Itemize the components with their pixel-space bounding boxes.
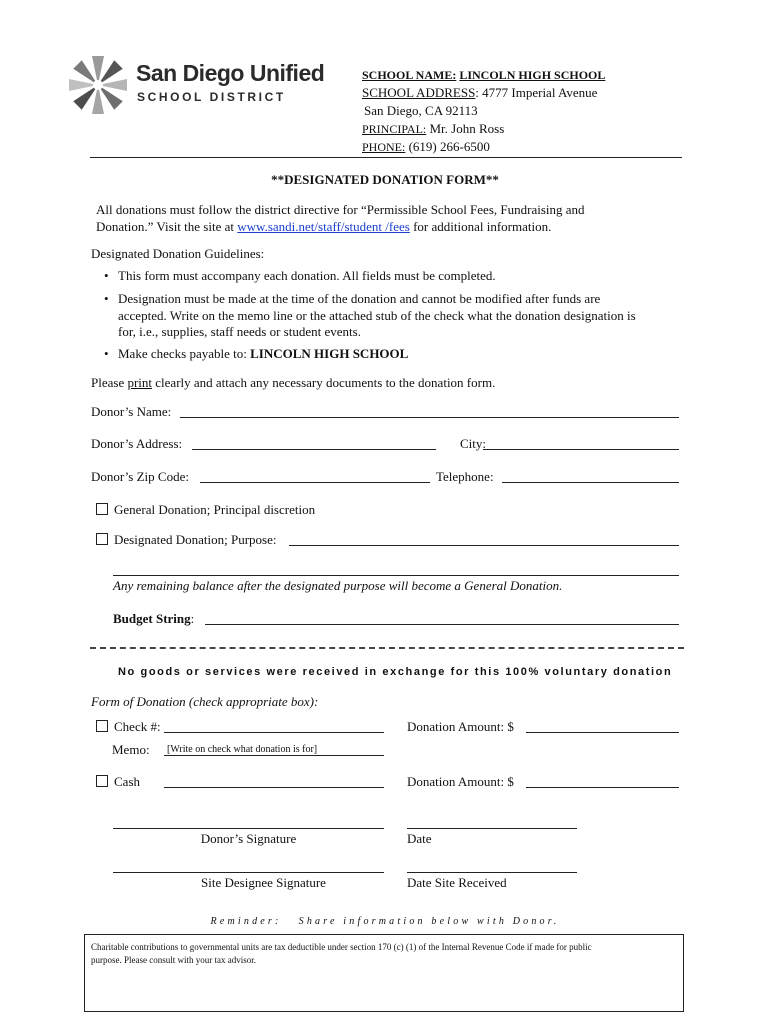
reminder-text: Reminder: Share information below with Donor. <box>210 916 560 927</box>
intro-tail: for additional information. <box>409 219 552 234</box>
school-name-label: SCHOOL NAME: <box>362 68 457 82</box>
city-field[interactable] <box>483 449 679 450</box>
school-city-row: San Diego, CA 92113 <box>364 103 478 118</box>
designated-donation-option[interactable] <box>96 532 276 548</box>
date-site-received-label: Date Site Received <box>407 875 507 890</box>
donor-name-label: Donor’s Name: <box>91 404 172 419</box>
cash-option[interactable] <box>96 774 140 790</box>
principal-row <box>362 120 682 138</box>
general-donation-label: General Donation; Principal discretion <box>114 502 316 517</box>
district-name: San Diego Unified <box>136 60 325 86</box>
school-address-label: SCHOOL ADDRESS <box>362 85 476 100</box>
district-subtitle: SCHOOL DISTRICT <box>137 90 286 104</box>
donor-address-field[interactable] <box>192 449 436 450</box>
zip-code-label: Donor’s Zip Code: <box>91 469 189 484</box>
payee-name: LINCOLN HIGH SCHOOL <box>250 346 409 361</box>
guidelines-heading: Designated Donation Guidelines: <box>91 246 265 261</box>
disclaimer-line-1: Charitable contributions to governmental units are tax deductible under section 170 (c) (1) of the Internal Revenue Code if made for public <box>91 942 592 952</box>
star-logo-icon <box>66 54 130 116</box>
phone-row <box>362 138 682 156</box>
cash-donation-amount-field[interactable] <box>526 787 679 788</box>
cash-donation-amount-label: Donation Amount: $ <box>407 774 514 789</box>
bullet-2-line-3: for, i.e., supplies, staff needs or student events. <box>118 324 361 339</box>
school-name-row <box>362 66 682 84</box>
budget-string-label: Budget String <box>113 611 191 626</box>
budget-colon: : <box>190 611 195 626</box>
dashed-separator <box>90 647 684 649</box>
memo-hint: [Write on check what donation is for] <box>167 744 318 755</box>
date-field[interactable] <box>407 828 577 829</box>
no-goods-statement: No goods or services were received in exchange for this 100% voluntary donation <box>118 666 673 678</box>
date-label: Date <box>407 831 432 846</box>
check-option[interactable] <box>96 719 161 735</box>
print-note-a: Please <box>91 375 128 390</box>
telephone-field[interactable] <box>502 482 679 483</box>
check-label: Check #: <box>114 719 161 734</box>
general-donation-checkbox[interactable] <box>96 503 108 515</box>
bullet-2-line-1: • Designation must be made at the time of the donation and cannot be modified after funds are <box>118 291 601 306</box>
check-donation-amount-field[interactable] <box>526 732 679 733</box>
budget-string-row <box>113 611 194 627</box>
memo-label: Memo: <box>112 742 150 757</box>
guideline-bullet-3 <box>118 346 408 362</box>
principal-value: Mr. John Ross <box>429 121 505 136</box>
general-donation-option[interactable] <box>96 502 315 518</box>
intro-text: Donation.” Visit the site at <box>96 219 238 234</box>
disclaimer-line-2: purpose. Please consult with your tax advisor. <box>91 955 256 965</box>
phone-label: PHONE: <box>362 140 406 154</box>
school-name-value: LINCOLN HIGH SCHOOL <box>459 68 606 82</box>
check-checkbox[interactable] <box>96 720 108 732</box>
intro-line2 <box>96 218 686 235</box>
cash-checkbox[interactable] <box>96 775 108 787</box>
cash-field[interactable] <box>164 787 384 788</box>
print-note <box>91 375 495 391</box>
print-note-b: print <box>127 375 153 390</box>
donor-signature-label: Donor’s Signature <box>200 831 297 846</box>
school-info <box>362 66 682 156</box>
principal-label: PRINCIPAL: <box>362 122 427 136</box>
print-note-c: clearly and attach any necessary documents to the donation form. <box>152 375 496 390</box>
bullet-3-text: Make checks payable to: <box>118 346 251 361</box>
guideline-bullet-1 <box>118 268 496 284</box>
check-donation-amount-label: Donation Amount: $ <box>407 719 514 734</box>
donor-name-field[interactable] <box>180 417 679 418</box>
fees-link[interactable]: www.sandi.net/staff/student /fees <box>237 219 410 234</box>
designated-donation-label: Designated Donation; Purpose: <box>114 532 277 547</box>
zip-code-field[interactable] <box>200 482 430 483</box>
intro-paragraph <box>96 201 686 235</box>
purpose-field-line-2[interactable] <box>113 575 679 576</box>
school-address-row <box>362 84 682 102</box>
site-designee-signature-label: Site Designee Signature <box>201 875 326 890</box>
bullet-1-text: This form must accompany each donation. All fields must be completed. <box>118 268 496 283</box>
school-address-value: : 4777 Imperial Avenue <box>475 85 598 100</box>
check-number-field[interactable] <box>164 732 384 733</box>
telephone-label: Telephone: <box>436 469 494 484</box>
city-label: City: <box>460 436 487 451</box>
phone-value: (619) 266-6500 <box>408 139 490 154</box>
guideline-bullet-2 <box>118 291 636 341</box>
donor-signature-field[interactable] <box>113 828 384 829</box>
form-title: **DESIGNATED DONATION FORM** <box>271 172 499 187</box>
bullet-2-line-2: accepted. Write on the memo line or the attached stub of the check what the donation designation is <box>118 307 636 323</box>
date-site-received-field[interactable] <box>407 872 577 873</box>
intro-line1: All donations must follow the district directive for “Permissible School Fees, Fundraising and <box>96 202 585 217</box>
header-divider <box>90 157 682 158</box>
budget-string-field[interactable] <box>205 624 679 625</box>
district-logo <box>66 54 326 116</box>
remaining-balance-note: Any remaining balance after the designated purpose will become a General Donation. <box>113 578 563 593</box>
site-designee-signature-field[interactable] <box>113 872 384 873</box>
donor-address-label: Donor’s Address: <box>91 436 183 451</box>
tax-disclaimer-box <box>84 934 684 1012</box>
purpose-field[interactable] <box>289 545 679 546</box>
cash-label: Cash <box>114 774 140 789</box>
designated-donation-checkbox[interactable] <box>96 533 108 545</box>
memo-field[interactable] <box>164 755 384 756</box>
form-of-donation-heading: Form of Donation (check appropriate box): <box>91 694 319 709</box>
